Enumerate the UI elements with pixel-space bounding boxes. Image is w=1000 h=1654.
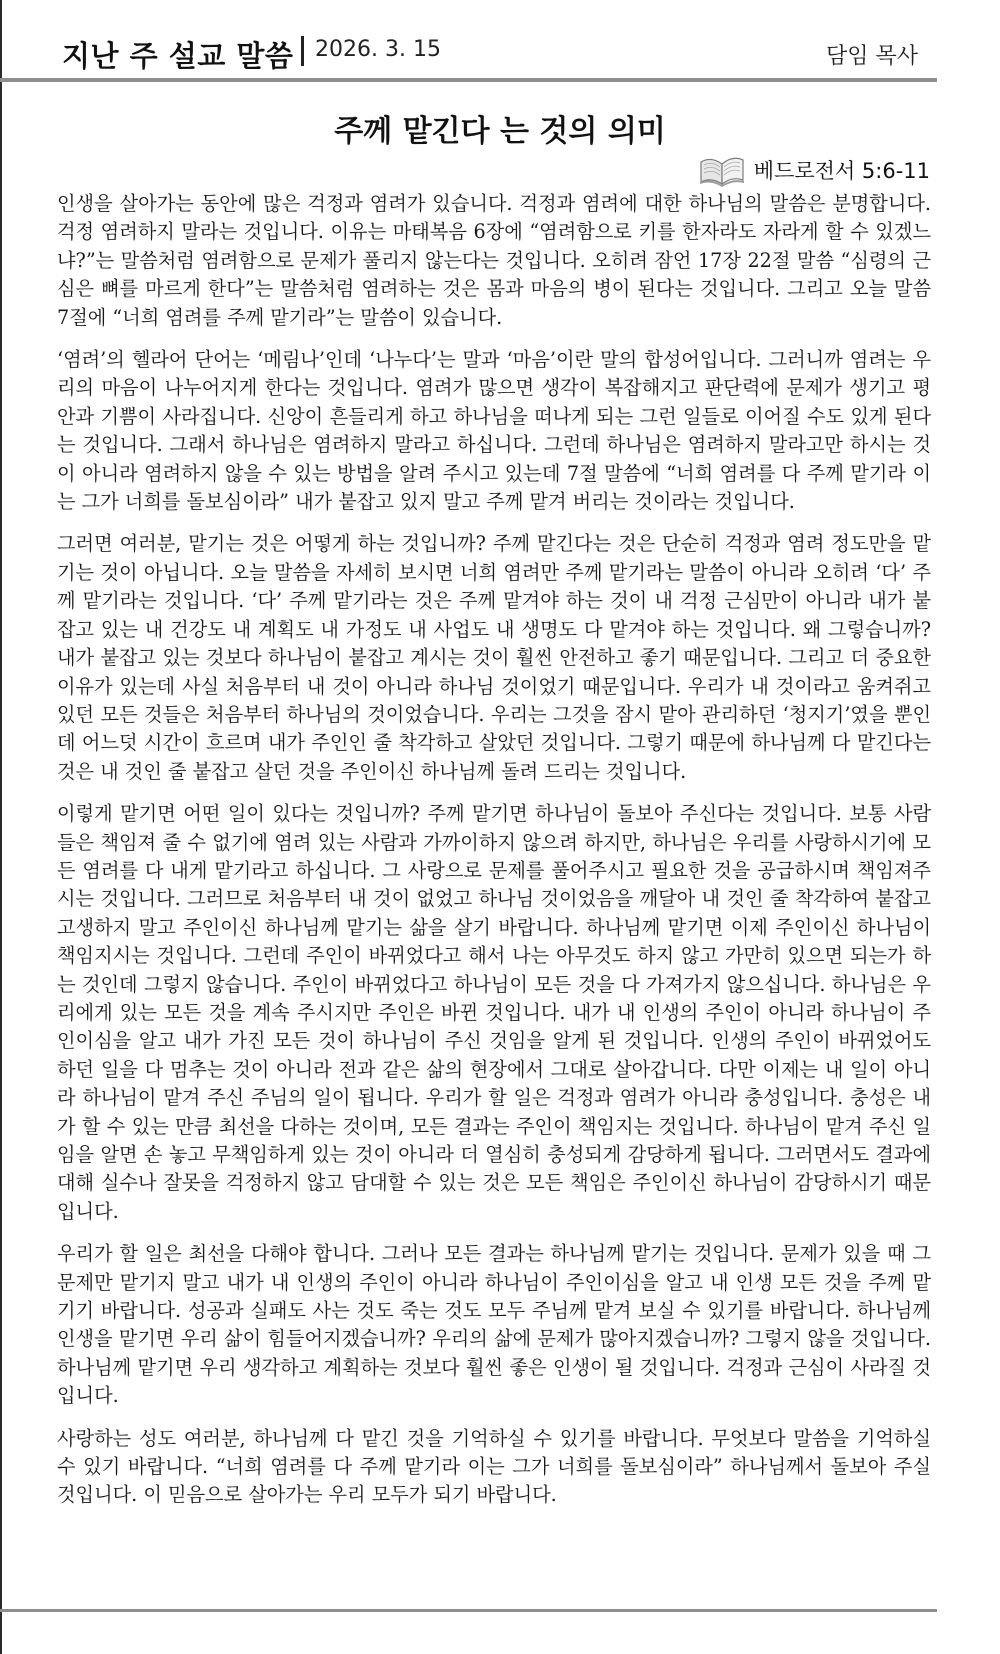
paragraph: 그러면 여러분, 맡기는 것은 어떻게 하는 것입니까? 주께 맡긴다는 것은 단순히 걱정과 염려 정도만을 맡기는 것이 아닙니다. 오늘 말씀을 자세히 보시면 너희 염려만 주께 맡기라는 말씀이 아니라 오히려 ‘다’ 주께 맡기라는 것입니다. ‘다’ 주께 맡기라는 것은 주께 맡겨야 하는 것이 내 걱정 근심만이 아니라 내가 붙잡고 있는 내 건강도 내 계획도 내 가정도 내 사업도 내 생명도 다 맡겨야 하는 것입니다. 왜 그렇습니까? 내가 붙잡고 있는 것보다 하나님이 붙잡고 계시는 것이 훨씬 안전하고 좋기 때문입니다. 그리고 더 중요한 이유가 있는데 사실 처음부터 내 것이 아니라 하나님 것이었기 때문입니다. 우리가 내 것이라고 움켜쥐고 있던 모든 것들은 처음부터 하나님의 것이었습니다. 우리는 그것을 잠시 맡아 관리하던 ‘청지기’였을 뿐인데 어느덧 시간이 흐르며 내가 주인인 줄 착각하고 살았던 것입니다. 그렇기 때문에 하나님께 다 맡긴다는 것은 내 것인 줄 붙잡고 살던 것을 주인이신 하나님께 돌려 드리는 것입니다.: [57, 532, 931, 783]
header-rule: [0, 78, 937, 82]
open-bible-icon: [698, 152, 746, 188]
page-header: [60, 24, 920, 78]
section-title: 지난 주 설교 말씀: [62, 39, 294, 73]
paragraph: 사랑하는 성도 여러분, 하나님께 다 맡긴 것을 기억하실 수 있기를 바랍니다. 무엇보다 말씀을 기억하실 수 있기 바랍니다. “너희 염려를 다 주께 맡기라 이는 그가 너희를 돌보심이라” 하나님께서 돌보아 주실 것입니다. 이 믿음으로 살아가는 우리 모두가 되기 바랍니다.: [57, 1426, 931, 1507]
footer-rule: [0, 1609, 937, 1612]
sermon-body: [57, 190, 931, 1524]
scripture-reference: [698, 150, 930, 190]
paragraph: ‘염려’의 헬라어 단어는 ‘메림나’인데 ‘나누다’는 말과 ‘마음’이란 말의 합성어입니다. 그러니까 염려는 우리의 마음이 나누어지게 한다는 것입니다. 염려가 많으면 생각이 복잡해지고 판단력에 문제가 생기고 평안과 기쁨이 사라집니다. 신앙이 흔들리게 하고 하나님을 떠나게 되는 그런 일들로 이어질 수도 있게 된다는 것입니다. 그래서 하나님은 염려하지 말라고 하십니다. 그런데 하나님은 염려하지 말라고만 하시는 것이 아니라 염려하지 않을 수 있는 방법을 알려 주시고 있는데 7절 말씀에 “너희 염려를 다 주께 맡기라 이는 그가 너희를 돌보심이라” 내가 붙잡고 있지 말고 주께 맡겨 버리는 것이라는 것입니다.: [57, 348, 931, 514]
sermon-title: 주께 맡긴다 는 것의 의미: [334, 114, 666, 149]
page-left-border: [0, 0, 2, 1654]
title-separator: [301, 36, 304, 66]
pastor-label: 담임 목사: [825, 44, 918, 69]
paragraph: 인생을 살아가는 동안에 많은 걱정과 염려가 있습니다. 걱정과 염려에 대한 하나님의 말씀은 분명합니다. 걱정 염려하지 말라는 것입니다. 이유는 마태복음 6장에 “염려함으로 키를 한자라도 자라게 할 수 있겠느냐?”는 말씀처럼 염려함으로 문제가 풀리지 않는다는 것입니다. 오히려 잠언 17장 22절 말씀 “심령의 근심은 뼈를 마르게 한다”는 말씀처럼 염려하는 것은 몸과 마음의 병이 된다는 것입니다. 그리고 오늘 말씀 7절에 “너희 염려를 주께 맡기라”는 말씀이 있습니다.: [57, 192, 931, 329]
sermon-date: 2026. 3. 15: [315, 37, 441, 62]
paragraph: 우리가 할 일은 최선을 다해야 합니다. 그러나 모든 결과는 하나님께 맡기는 것입니다. 문제가 있을 때 그 문제만 맡기지 말고 내가 내 인생의 주인이 아니라 하나님이 주인이심을 알고 내 인생 모든 것을 주께 맡기기 바랍니다. 성공과 실패도 사는 것도 죽는 것도 모두 주님께 맡겨 보실 수 있기를 바랍니다. 하나님께 인생을 맡기면 우리 삶이 힘들어지겠습니까? 우리의 삶에 문제가 많아지겠습니까? 그렇지 않을 것입니다. 하나님께 맡기면 우리 생각하고 계획하는 것보다 훨씬 좋은 인생이 될 것입니다. 걱정과 근심이 사라질 것입니다.: [57, 1242, 931, 1408]
paragraph: 이렇게 맡기면 어떤 일이 있다는 것입니까? 주께 맡기면 하나님이 돌보아 주신다는 것입니다. 보통 사람들은 책임져 줄 수 없기에 염려 있는 사람과 가까이하지 않으려 하지만, 하나님은 우리를 사랑하시기에 모든 염려를 다 내게 맡기라고 하십니다. 그 사랑으로 문제를 풀어주시고 필요한 것을 공급하시며 책임져주시는 것입니다. 그러므로 처음부터 내 것이 없었고 하나님 것이었음을 깨달아 내 것인 줄 착각하여 붙잡고 고생하지 말고 주인이신 하나님께 맡기는 삶을 살기 바랍니다. 하나님께 맡기면 이제 주인이신 하나님이 책임지시는 것입니다. 그런데 주인이 바뀌었다고 해서 나는 아무것도 하지 않고 가만히 있으면 되는가 하는 것인데 그렇지 않습니다. 주인이 바뀌었다고 하나님이 모든 것을 다 가져가지 않으십니다. 하나님은 우리에게 있는 모든 것을 계속 주시지만 주인은 바뀐 것입니다. 내가 내 인생의 주인이 아니라 하나님이 주인이심을 알고 내가 가진 모든 것이 하나님이 주신 것임을 알게 된 것입니다. 인생의 주인이 바뀌었어도 하던 일을 다 멈추는 것이 아니라 전과 같은 삶의 현장에서 그대로 살아갑니다. 다만 이제는 내 일이 아니라 하나님이 맡겨 주신 주님의 일이 됩니다. 우리가 할 일은 걱정과 염려가 아니라 충성입니다. 충성은 내가 할 수 있는 만큼 최선을 다하는 것이며, 모든 결과는 주인이 책임지는 것입니다. 하나님이 맡겨 주신 일임을 알면 손 놓고 무책임하게 있는 것이 아니라 더 열심히 충성되게 감당하게 됩니다. 그러면서도 결과에 대해 실수나 잘못을 걱정하지 않고 담대할 수 있는 것은 모든 책임은 주인이신 하나님이 감당하시기 때문입니다.: [57, 802, 931, 1223]
scripture-text: 베드로전서 5:6-11: [753, 159, 930, 183]
